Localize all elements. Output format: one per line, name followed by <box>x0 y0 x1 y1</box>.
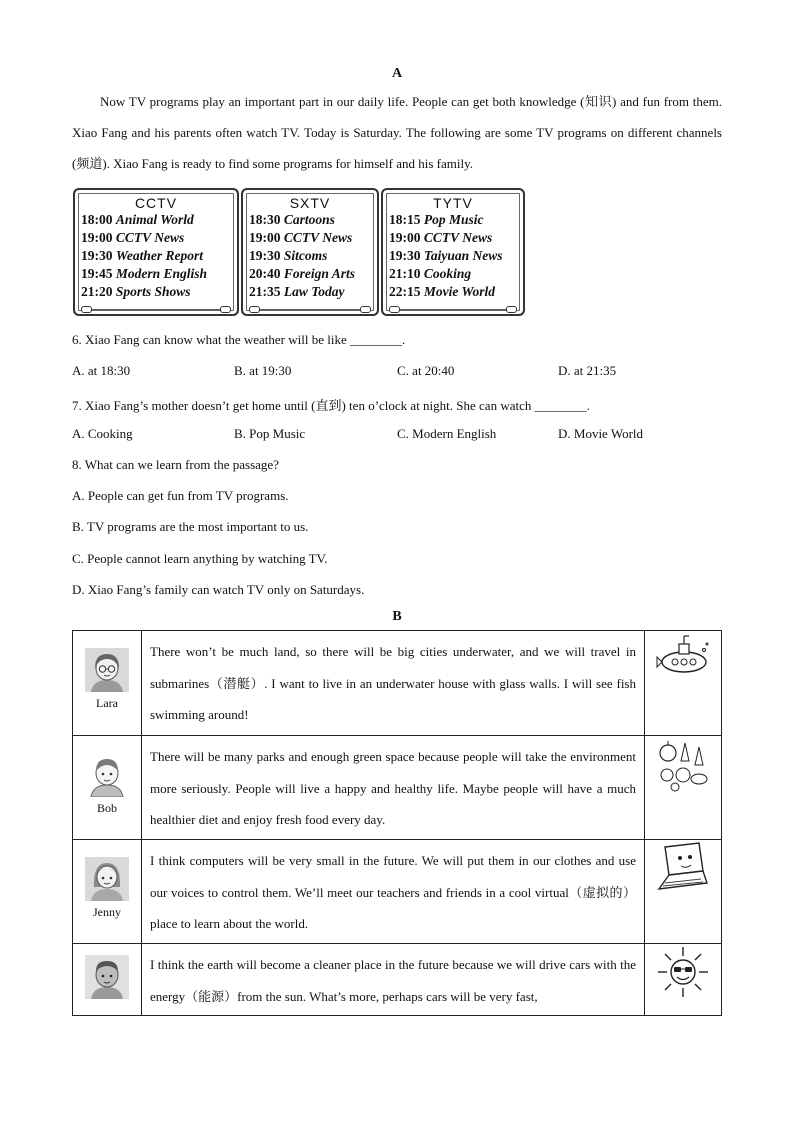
program-name: CCTV News <box>115 230 185 245</box>
program-time: 19:00 <box>389 230 421 245</box>
program-name: Weather Report <box>115 248 203 263</box>
person-name: Jenny <box>93 905 121 919</box>
q6-option-c[interactable]: C. at 20:40 <box>397 363 455 378</box>
program-name: Modern English <box>115 266 208 281</box>
tv-program <box>383 283 523 301</box>
tv-tytv <box>381 188 525 316</box>
tv-program <box>243 265 377 283</box>
avatar-boy-icon <box>85 955 129 999</box>
future-opinions-table <box>72 630 722 1016</box>
program-time: 19:30 <box>81 248 113 263</box>
tv-program <box>243 229 377 247</box>
q7-option-a[interactable]: A. Cooking <box>72 426 133 441</box>
table-row <box>73 736 722 840</box>
tv-knob <box>389 306 400 313</box>
illustration-cell <box>645 631 722 736</box>
opinion-text: I think the earth will become a cleaner place in the future because we will drive cars with the energy（能源）from the sun. What’s more, perhaps cars will be very fast, <box>142 944 645 1016</box>
program-time: 19:30 <box>389 248 421 263</box>
tv-program <box>75 229 237 247</box>
tv-program <box>243 283 377 301</box>
tv-program <box>383 211 523 229</box>
q6-option-b[interactable]: B. at 19:30 <box>234 363 292 378</box>
question-8-stem: 8. What can we learn from the passage? <box>72 457 279 472</box>
program-name: Animal World <box>115 212 194 227</box>
tv-knob <box>81 306 92 313</box>
program-time: 20:40 <box>249 266 281 281</box>
person-cell <box>73 631 142 736</box>
avatar-boy-icon <box>85 753 129 797</box>
intro-text: Now TV programs play an important part in our daily life. People can get both knowledge (知识) and fun from them. Xiao Fang and his parents often watch TV. Today is Saturday. The following are some TV programs on different channels (频道). Xiao Fang is ready to find some programs for himself and his family. <box>72 94 722 171</box>
tv-channel-title: CCTV <box>134 195 178 211</box>
q8-option-d[interactable]: D. Xiao Fang’s family can watch TV only on Saturdays. <box>72 582 365 597</box>
program-name: Pop Music <box>423 212 484 227</box>
program-name: Taiyuan News <box>423 248 503 263</box>
section-a-heading: A <box>391 66 403 81</box>
tv-knob <box>506 306 517 313</box>
tv-knob <box>220 306 231 313</box>
submarine-icon <box>655 632 711 676</box>
tv-program <box>243 211 377 229</box>
program-name: Law Today <box>283 284 345 299</box>
tv-base <box>395 309 511 316</box>
tv-program <box>75 211 237 229</box>
tv-sxtv <box>241 188 379 316</box>
tv-program <box>243 247 377 265</box>
program-time: 19:00 <box>81 230 113 245</box>
laptop-icon <box>655 841 711 893</box>
program-time: 19:30 <box>249 248 281 263</box>
avatar-girl-glasses-icon <box>85 648 129 692</box>
q6-option-d[interactable]: D. at 21:35 <box>558 363 617 378</box>
person-cell <box>73 736 142 840</box>
tv-knob <box>249 306 260 313</box>
tv-channel-title: TYTV <box>433 195 473 211</box>
avatar-girl-icon <box>85 857 129 901</box>
program-name: CCTV News <box>423 230 493 245</box>
program-name: Sports Shows <box>115 284 191 299</box>
tv-program <box>75 283 237 301</box>
illustration-cell <box>645 840 722 944</box>
vegetables-icon <box>655 737 711 793</box>
program-name: CCTV News <box>283 230 353 245</box>
section-b-heading: B <box>392 609 402 624</box>
tv-cctv <box>73 188 239 316</box>
tv-program <box>75 247 237 265</box>
tv-program <box>383 265 523 283</box>
program-name: Cartoons <box>283 212 335 227</box>
q8-option-b[interactable]: B. TV programs are the most important to us. <box>72 519 309 534</box>
q6-option-a[interactable]: A. at 18:30 <box>72 363 131 378</box>
q7-option-d[interactable]: D. Movie World <box>558 426 644 441</box>
program-name: Cooking <box>423 266 472 281</box>
tv-knob <box>360 306 371 313</box>
program-time: 21:20 <box>81 284 113 299</box>
program-name: Movie World <box>423 284 496 299</box>
program-time: 22:15 <box>389 284 421 299</box>
tv-program <box>75 265 237 283</box>
person-cell <box>73 944 142 1016</box>
program-time: 19:45 <box>81 266 113 281</box>
q8-option-a[interactable]: A. People can get fun from TV programs. <box>72 488 289 503</box>
program-name: Foreign Arts <box>283 266 356 281</box>
sun-icon <box>656 945 710 999</box>
program-time: 18:30 <box>249 212 281 227</box>
intro-paragraph <box>72 86 722 179</box>
opinion-text: There will be many parks and enough green space because people will take the environment more seriously. People will live a happy and healthy life. Maybe people will have a much healthier diet and enjoy fresh food every day. <box>142 736 645 840</box>
table-row <box>73 840 722 944</box>
tv-base <box>87 309 225 316</box>
illustration-cell <box>645 944 722 1016</box>
q7-option-c[interactable]: C. Modern English <box>397 426 497 441</box>
opinion-text: I think computers will be very small in the future. We will put them in our clothes and use our voices to control them. We’ll meet our teachers and friends in a cool virtual（虚拟的）place to learn about the world. <box>142 840 645 944</box>
person-name: Lara <box>96 696 118 710</box>
illustration-cell <box>645 736 722 840</box>
program-time: 18:15 <box>389 212 421 227</box>
tv-channel-title: SXTV <box>289 195 331 211</box>
question-7-stem: 7. Xiao Fang’s mother doesn’t get home until (直到) ten o’clock at night. She can watch ________. <box>72 398 590 413</box>
q8-option-c[interactable]: C. People cannot learn anything by watching TV. <box>72 551 328 566</box>
table-row <box>73 631 722 736</box>
question-6-stem: 6. Xiao Fang can know what the weather will be like ________. <box>72 332 406 347</box>
program-time: 18:00 <box>81 212 113 227</box>
person-cell <box>73 840 142 944</box>
table-row <box>73 944 722 1016</box>
q7-option-b[interactable]: B. Pop Music <box>234 426 306 441</box>
tv-base <box>255 309 365 316</box>
tv-program <box>383 247 523 265</box>
program-time: 21:35 <box>249 284 281 299</box>
person-name: Bob <box>96 801 117 815</box>
program-name: Sitcoms <box>283 248 328 263</box>
program-time: 19:00 <box>249 230 281 245</box>
program-time: 21:10 <box>389 266 421 281</box>
opinion-text: There won’t be much land, so there will be big cities underwater, and we will travel in submarines（潜艇）. I want to live in an underwater house with glass walls. I will see fish swimming around! <box>142 631 645 736</box>
tv-program <box>383 229 523 247</box>
